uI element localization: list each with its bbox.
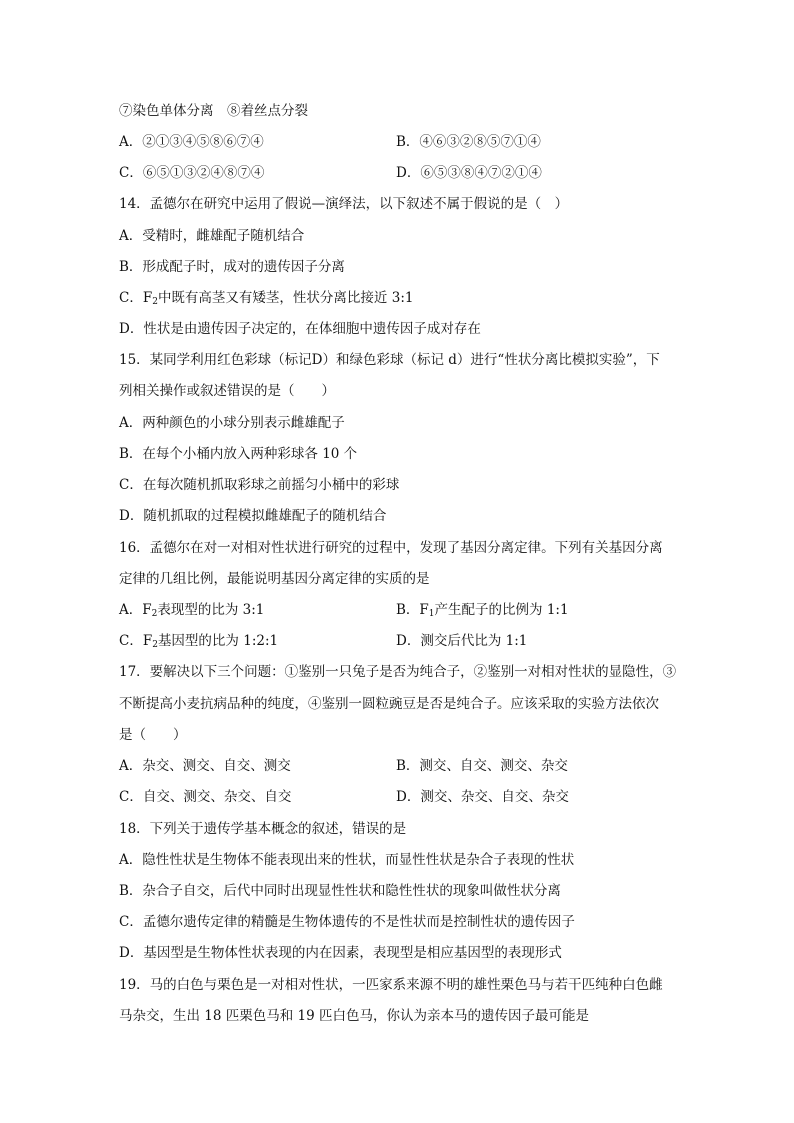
option-right-column: D．⑥⑤③⑧④⑦②①④: [396, 165, 542, 181]
text-line: C．在每次随机抓取彩球之前摇匀小桶中的彩球: [119, 477, 400, 493]
text-line: 14．孟德尔在研究中运用了假说—演绎法，以下叙述不属于假说的是（ ）: [119, 196, 569, 212]
text-line: 19．马的白色与栗色是一对相对性状，一匹家系来源不明的雄性栗色马与若干匹纯种白色雌: [119, 977, 663, 993]
text-line: B．杂合子自交，后代中同时出现显性性状和隐性性状的现象叫做性状分离: [119, 883, 561, 899]
text-line: 不断提高小麦抗病品种的纯度，④鉴别一圆粒豌豆是否是纯合子。应该采取的实验方法依次: [119, 696, 659, 712]
option-right-column: B．测交、自交、测交、杂交: [396, 758, 568, 774]
text-part: 基因型的比为 1:2:1: [157, 633, 279, 649]
text-line: B．形成配子时，成对的遗传因子分离: [119, 259, 345, 275]
text-line: A．受精时，雌雄配子随机结合: [119, 228, 305, 244]
text-line: [119, 631, 278, 651]
text-part: 产生配子的比例为 1:1: [434, 602, 569, 618]
text-line: 定律的几组比例，最能说明基因分离定律的实质的是: [119, 571, 430, 587]
subscript: 1: [428, 609, 435, 619]
subscript: 2: [151, 609, 158, 619]
text-part: A．F: [119, 602, 152, 618]
text-line: C．孟德尔遗传定律的精髓是生物体遗传的不是性状而是控制性状的遗传因子: [119, 914, 575, 930]
text-line: 列相关操作或叙述错误的是（ ）: [119, 383, 335, 399]
text-line: A．隐性性状是生物体不能表现出来的性状，而显性性状是杂合子表现的性状: [119, 852, 575, 868]
text-line: D．性状是由遗传因子决定的，在体细胞中遗传因子成对存在: [119, 321, 481, 337]
text-line: 是（ ）: [119, 727, 187, 743]
subscript: 2: [152, 297, 158, 307]
text-line: 马杂交，生出 18 匹栗色马和 19 匹白色马，你认为亲本马的遗传因子最可能是: [119, 1008, 590, 1024]
text-line: ⑦染色单体分离 ⑧着丝点分裂: [119, 103, 308, 119]
text-line: 15．某同学利用红色彩球（标记D）和绿色彩球（标记 d）进行“性状分离比模拟实验”，下: [119, 352, 660, 368]
option-right-column: D．测交后代比为 1:1: [396, 633, 528, 649]
text-line: A．杂交、测交、自交、测交: [119, 758, 291, 774]
text-part: C．F: [119, 633, 153, 649]
text-line: D．随机抓取的过程模拟雌雄配子的随机结合: [119, 508, 387, 524]
text-line: 16．孟德尔在对一对相对性状进行研究的过程中，发现了基因分离定律。下列有关基因分离: [119, 540, 663, 556]
text-line: B．在每个小桶内放入两种彩球各 10 个: [119, 446, 358, 462]
text-part: 中既有高茎又有矮茎，性状分离比接近 3:1: [157, 290, 414, 306]
text-line: A．两种颜色的小球分别表示雌雄配子: [119, 415, 345, 431]
text-line: [119, 600, 264, 620]
text-line: D．基因型是生物体性状表现的内在因素，表现型是相应基因型的表现形式: [119, 945, 562, 961]
text-part: C．F: [119, 290, 153, 306]
text-line: A．②①③④⑤⑧⑥⑦④: [119, 134, 264, 150]
text-part: B．F: [396, 602, 429, 618]
option-right-column: D．测交、杂交、自交、杂交: [396, 789, 569, 805]
text-line: 18．下列关于遗传学基本概念的叙述，错误的是: [119, 821, 407, 837]
option-right-column: B．④⑥③②⑧⑤⑦①④: [396, 134, 541, 150]
text-part: 表现型的比为 3:1: [157, 602, 265, 618]
text-line: 17．要解决以下三个问题：①鉴别一只兔子是否为纯合子，②鉴别一对相对性状的显隐性，③: [119, 664, 677, 680]
text-line: C．⑥⑤①③②④⑧⑦④: [119, 165, 265, 181]
option-right-column: [396, 600, 569, 620]
text-line: C．自交、测交、杂交、自交: [119, 789, 292, 805]
subscript: 2: [152, 640, 158, 650]
text-line: [119, 288, 413, 308]
